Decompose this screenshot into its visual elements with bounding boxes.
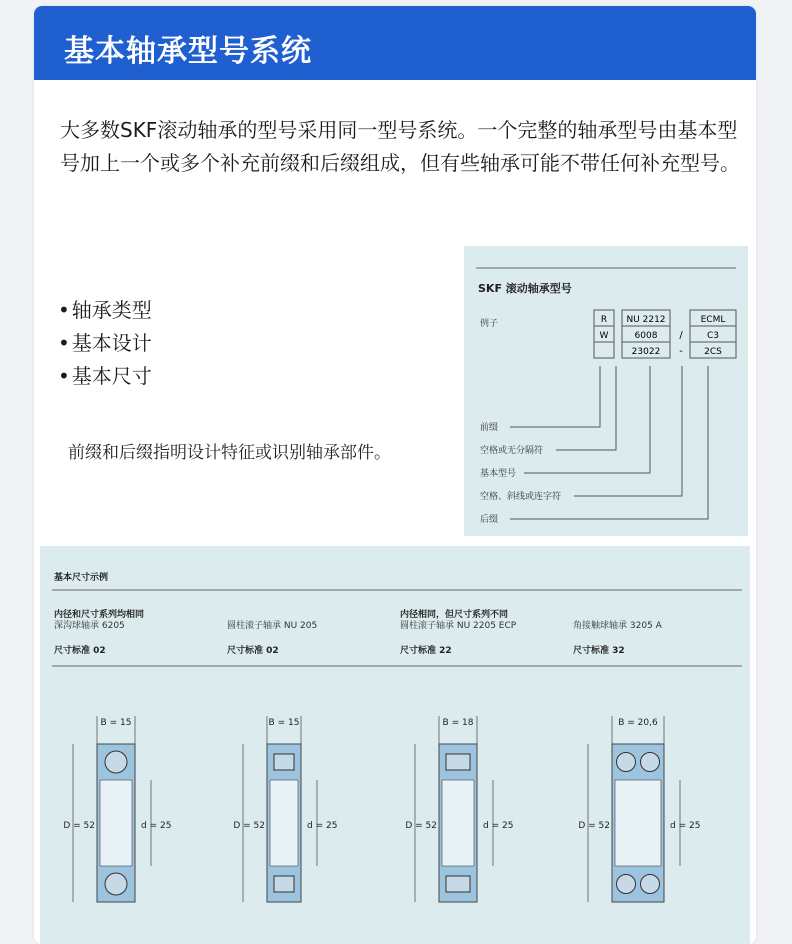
bore-label: d = 25 (483, 821, 514, 831)
bore-label: d = 25 (670, 821, 701, 831)
roller-element (446, 876, 470, 892)
dimension-series: 尺寸标准 32 (573, 646, 625, 656)
bearing-name: 圆柱滚子轴承 NU 205 (227, 621, 318, 631)
group-a-heading: 内径和尺寸系列均相同 (54, 610, 145, 620)
feature-list (58, 294, 152, 393)
feature-item: • 轴承类型 (58, 294, 152, 327)
width-label: B = 20,6 (618, 718, 658, 728)
legend-separator: 空格、斜线或连字符 (480, 492, 562, 502)
suffix-cell: 2CS (704, 347, 722, 357)
ball-element (641, 875, 660, 894)
ball-element (105, 873, 127, 895)
dimension-diagram (40, 546, 750, 944)
basic-cell: NU 2212 (626, 315, 666, 325)
ball-element (105, 751, 127, 773)
outer-label: D = 52 (405, 821, 437, 831)
legend-prefix: 前缀 (480, 423, 499, 433)
ball-element (617, 875, 636, 894)
roller-element (274, 876, 294, 892)
bearing-example (573, 619, 700, 902)
designation-panel (464, 246, 748, 536)
example-label: 例子 (480, 319, 499, 329)
separator: / (679, 330, 683, 341)
feature-item: • 基本尺寸 (58, 360, 152, 393)
feature-item: • 基本设计 (58, 327, 152, 360)
intro-paragraph: 大多数SKF滚动轴承的型号采用同一型号系统。一个完整的轴承型号由基本型号加上一个或多个补充前缀和后缀组成，但有些轴承可能不带任何补充型号。 (60, 118, 740, 175)
bearing-bore (270, 780, 298, 866)
suffix-cell: ECML (700, 315, 726, 325)
width-label: B = 15 (268, 718, 300, 728)
page-title: 基本轴承型号系统 (34, 6, 756, 80)
designation-diagram (464, 246, 748, 536)
bore-label: d = 25 (141, 821, 172, 831)
outer-label: D = 52 (233, 821, 265, 831)
prefix-cell: W (599, 331, 609, 341)
bearing-name: 深沟球轴承 6205 (54, 621, 125, 631)
bearing-example (54, 619, 171, 902)
bearing-example (227, 619, 337, 902)
roller-element (446, 754, 470, 770)
group-b-heading: 内径相同，但尺寸系列不同 (400, 610, 509, 620)
legend-basic: 基本型号 (480, 469, 517, 479)
ball-element (617, 753, 636, 772)
roller-element (274, 754, 294, 770)
legend-space: 空格或无分隔符 (480, 446, 544, 456)
designation-title: SKF 滚动轴承型号 (478, 282, 572, 295)
suffix-cell: C3 (706, 331, 720, 341)
outer-label: D = 52 (578, 821, 610, 831)
dimension-title: 基本尺寸示例 (54, 573, 109, 583)
width-label: B = 18 (442, 718, 474, 728)
dimension-series: 尺寸标准 22 (400, 646, 452, 656)
legend-suffix: 后缀 (480, 515, 499, 525)
width-label: B = 15 (100, 718, 132, 728)
prefix-cell: R (600, 315, 608, 325)
bearing-name: 角接触球轴承 3205 A (573, 621, 662, 631)
bearing-example (400, 619, 517, 902)
page-card (34, 6, 756, 944)
prefix-suffix-note: 前缀和后缀指明设计特征或识别轴承部件。 (68, 443, 391, 463)
bearing-bore (100, 780, 132, 866)
separator: - (679, 346, 683, 357)
bore-label: d = 25 (307, 821, 338, 831)
basic-cell: 6008 (634, 331, 658, 341)
bearing-bore (615, 780, 661, 866)
dimension-series: 尺寸标准 02 (227, 646, 279, 656)
dimension-panel (40, 546, 750, 944)
basic-cell: 23022 (631, 347, 661, 357)
ball-element (641, 753, 660, 772)
outer-label: D = 52 (63, 821, 95, 831)
bearing-name: 圆柱滚子轴承 NU 2205 ECP (400, 621, 517, 631)
bearing-bore (442, 780, 474, 866)
dimension-series: 尺寸标准 02 (54, 646, 106, 656)
